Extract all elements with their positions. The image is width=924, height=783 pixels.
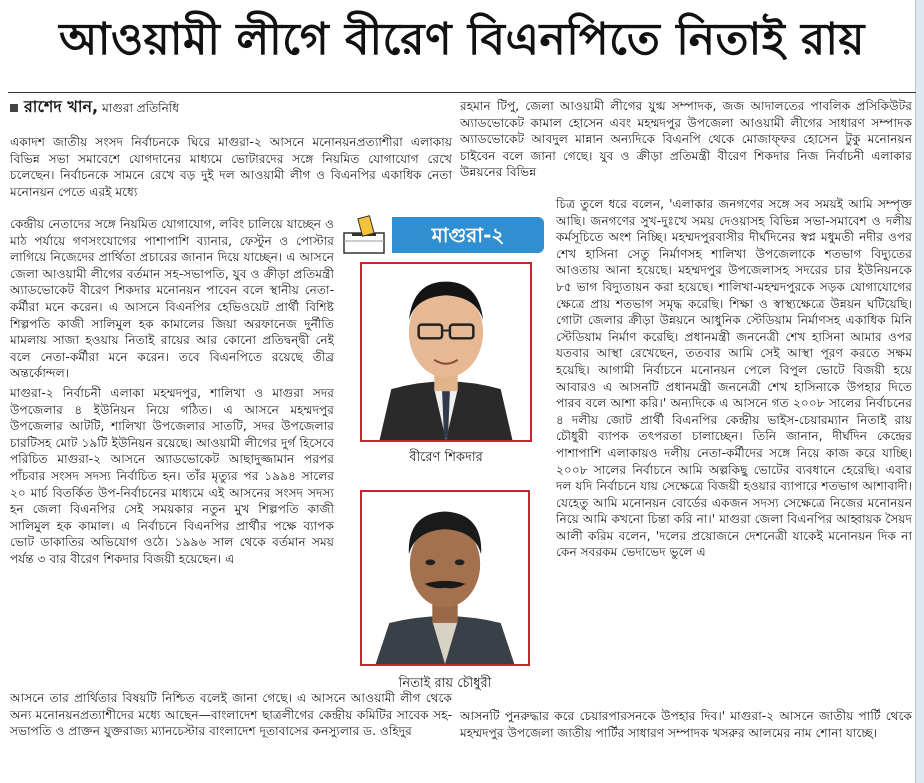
headline-rule	[8, 92, 916, 93]
photo-biren-sikder	[360, 262, 532, 442]
left-col-narrow	[10, 216, 334, 567]
constituency-badge	[338, 215, 548, 255]
byline	[10, 98, 179, 117]
page-right-edge	[915, 0, 924, 783]
photo-1-caption: বীরেণ শিকদার	[409, 450, 483, 465]
right-paragraph-1-wide-end: আসনটি পুনরুদ্ধার করে চেয়ারপারসনকে উপহার দিব।' মাগুরা-২ আসনে জাতীয় পার্টি থেকে মহম্মদপুর উপজেলা জাতীয় পার্টির সাধারণ সম্পাদক খসরুর আলমের নাম শোনা যাচ্ছে।	[460, 709, 912, 740]
right-col-top	[460, 98, 912, 181]
portrait-1-image	[362, 264, 530, 440]
byline-role: মাগুরা প্রতিনিধি	[102, 101, 179, 115]
right-col-bottom	[460, 708, 912, 741]
right-col-narrow	[556, 196, 912, 561]
headline: আওয়ামী লীগে বীরেণ বিএনপিতে নিতাই রায়	[59, 14, 865, 65]
left-paragraph-1-wide: একাদশ জাতীয় সংসদ নির্বাচনকে ঘিরে মাগুরা-২ আসনে মনোনয়নপ্রত্যাশীরা এলাকায় বিভিন্ন সভা সমাবেশে যোগদানের মাধ্যমে ভোটারদের সঙ্গে নিয়মিত যোগাযোগ রেখে চলেছেন। নির্বাচনকে সামনে রেখে বড় দুই দল আওয়ামী লীগ ও বিএনপির একাধিক নেতা মনোনয়ন পেতে এরই মধ্যে	[10, 135, 452, 199]
portrait-2-image	[362, 492, 528, 664]
photo-2-caption: নিতাই রায় চৌধুরী	[398, 676, 492, 691]
ballot-box-icon	[338, 215, 392, 255]
badge-label: মাগুরা-২	[392, 217, 544, 253]
left-paragraph-2: মাগুরা-২ নির্বাচনী এলাকা মহম্মদপুর, শালিখা ও মাগুরা সদর উপজেলার ৪ ইউনিয়ন নিয়ে গঠিত। এ আসনে মহম্মদপুর উপজেলার আটটি, শালিখা উপজেলার সাতটি, সদর উপজেলার চারটিসহ মোট ১৯টি ইউনিয়ন রয়েছে। আওয়ামী লীগের দুর্গ হিসেবে পরিচিত মাগুরা-২ আসনে অ্যাডভোকেট আছাদুজ্জামান পরপর পাঁচবার সংসদ সদস্য নির্বাচিত হন। তাঁর মৃত্যুর পর ১৯৯৪ সালের ২০ মার্চ বিতর্কিত উপ-নির্বাচনের মাধ্যমে এই আসনের সংসদ সদস্য হন জেলা বিএনপির সেই সময়কার নতুন মুখ শিল্পপতি কাজী সালিমুল হক কামাল। এ নির্বাচনে বিএনপির প্রার্থীর পক্ষে ব্যাপক ভোট ডাকাতির অভিযোগ ওঠে। ১৯৯৬ সাল থেকে বর্তমান সময় পর্যন্ত ৩ বার বীরেণ শিকদার বিজয়ী হয়েছেন। এ	[10, 385, 334, 566]
byline-square-icon	[10, 104, 18, 112]
left-paragraph-2-wide: আসনে তার প্রার্থিতার বিষয়টি নিশ্চিত বলেই জানা গেছে। এ আসনে আওয়ামী লীগ থেকে অন্য মনোনয়নপ্রত্যাশীদের মধ্যে আছেন—বাংলাদেশ ছাত্রলীগের কেন্দ্রীয় কমিটির সাবেক সহ-সভাপতি ও প্রাক্তন যুক্তরাজ্য ম্যানচেস্টার বাংলাদেশ দূতাবাসের কনস্যুলার ড. ওহিদুর	[10, 691, 452, 739]
left-col-bottom	[10, 690, 452, 740]
right-paragraph-1-wide: রহমান টিপু, জেলা আওয়ামী লীগের যুগ্ম সম্পাদক, জজ আদালতের পাবলিক প্রসিকিউটর অ্যাডভোকেট কামাল হোসেন এবং মহম্মদপুর উপজেলা আওয়ামী লীগের সাধারণ সম্পাদক অ্যাডভোকেট আবদুল মান্নান অন্যদিকে বিএনপি থেকে মোজাফ্ফর হোসেন টুকু মনোনয়ন চাইবেন বলে জানা গেছে। যুব ও ক্রীড়া প্রতিমন্ত্রী বীরেণ শিকদার নিজ নির্বাচনী এলাকার উন্নয়নের বিভিন্ন	[460, 99, 912, 180]
left-col-intro	[10, 134, 452, 200]
photo-nitai-roy	[360, 490, 530, 666]
left-paragraph-1-narrow: কেন্দ্রীয় নেতাদের সঙ্গে নিয়মিত যোগাযোগ, লবিং চালিয়ে যাচ্ছেন ও মাঠ পর্যায়ে গণসংযোগের পাশাপাশি ব্যানার, ফেস্টুন ও পোস্টার লাগিয়ে নিজেদের প্রার্থিতা প্রচারের জানান দিয়ে যাচ্ছেন। এ আসনে জেলা আওয়ামী লীগের বর্তমান সহ-সভাপতি, যুব ও ক্রীড়া প্রতিমন্ত্রী অ্যাডভোকেট বীরেণ শিকদার মনোনয়ন পাবেন বলে স্থানীয় নেতা-কর্মীরা মনে করেন। এ আসনে বিএনপির হেভিওয়েট প্রার্থী বিশিষ্ট শিল্পপতি কাজী সালিমুল হক কামালের জিয়া অরফানেজ দুর্নীতি মামলায় সাজা হওয়ায় নিতাই রায়ের আর কোনো প্রতিদ্বন্দ্বী নেই বলে নেতা-কর্মীরা মনে করেন। তবে বিএনপিতে রয়েছে তীব্র অন্তর্কোন্দল।	[10, 217, 334, 381]
byline-name: রাশেদ খান,	[24, 97, 99, 116]
right-paragraph-1-narrow: চিত্র তুলে ধরে বলেন, 'এলাকার জনগণের সঙ্গে সব সময়ই আমি সম্পৃক্ত আছি। জনগণের সুখ-দুঃখে সময় দেওয়াসহ বিভিন্ন সভা-সমাবেশ ও দলীয় কর্মসূচিতে অংশ নিচ্ছি। মহম্মদপুরবাসীর দীর্ঘদিনের স্বপ্ন মধুমতী নদীর ওপর শেখ হাসিনা সেতু নির্মাণসহ শালিখা উপজেলাকে শতভাগ বিদ্যুতের আওতায় আনা হয়েছে। মহম্মদপুর উপজেলাসহ সদরের চার ইউনিয়নকে ৮৫ ভাগ বিদ্যুতায়ন করা হয়েছে। শালিখা-মহম্মদপুরকে সড়ক যোগাযোগের ক্ষেত্রে প্রায় শতভাগ সমৃদ্ধ করেছি। শিক্ষা ও স্বাস্থ্যক্ষেত্রে উন্নয়ন ঘটিয়েছি। গোটা জেলার ক্রীড়া উন্নয়নে আধুনিক স্টেডিয়াম নির্মাণসহ একাধিক মিনি স্টেডিয়াম নির্মাণ করেছি। প্রধানমন্ত্রী জননেত্রী শেখ হাসিনা আমার ওপর যতবার আস্থা রেখেছেন, ততবার আমি সেই আস্থা পূরণ করতে সক্ষম হয়েছি। আগামী নির্বাচনে মনোনয়ন পেলে বিপুল ভোটে বিজয়ী হয়ে আবারও এ আসনটি প্রধানমন্ত্রী জননেত্রী শেখ হাসিনাকে উপহার দিতে পারব বলে আশা করি।' অন্যদিকে এ আসনে গত ২০০৮ সালের নির্বাচনের ৪ দলীয় জোট প্রার্থী বিএনপির কেন্দ্রীয় ভাইস-চেয়ারম্যান নিতাই রায় চৌধুরী ব্যাপক তৎপরতা চালাচ্ছেন। তিনি জানান, দীর্ঘদিন কেন্দ্রের পাশাপাশি এলাকায়ও দলীয় নেতা-কর্মীদের সঙ্গে নিয়ে কাজ করে যাচ্ছি। ২০০৮ সালের নির্বাচনে আমি অল্পকিছু ভোটের ব্যবধানে হেরেছি। এবার দল যদি নির্বাচনে যায় সেক্ষেত্রে বিজয়ী হওয়ার ব্যাপারে শতভাগ আশাবাদী। যেহেতু আমি মনোনয়ন বোর্ডের একজন সদস্য সেক্ষেত্রে নিজের মনোনয়ন নিয়ে আমি কখনো চিন্তা করি না।' মাগুরা জেলা বিএনপির আহ্বায়ক সৈয়দ আলী করিম বলেন, 'দলের প্রয়োজনে দেশনেত্রী যাকেই মনোনয়ন দিক না কেন সবরকম ভেদাভেদ ভুলে এ	[556, 197, 912, 560]
